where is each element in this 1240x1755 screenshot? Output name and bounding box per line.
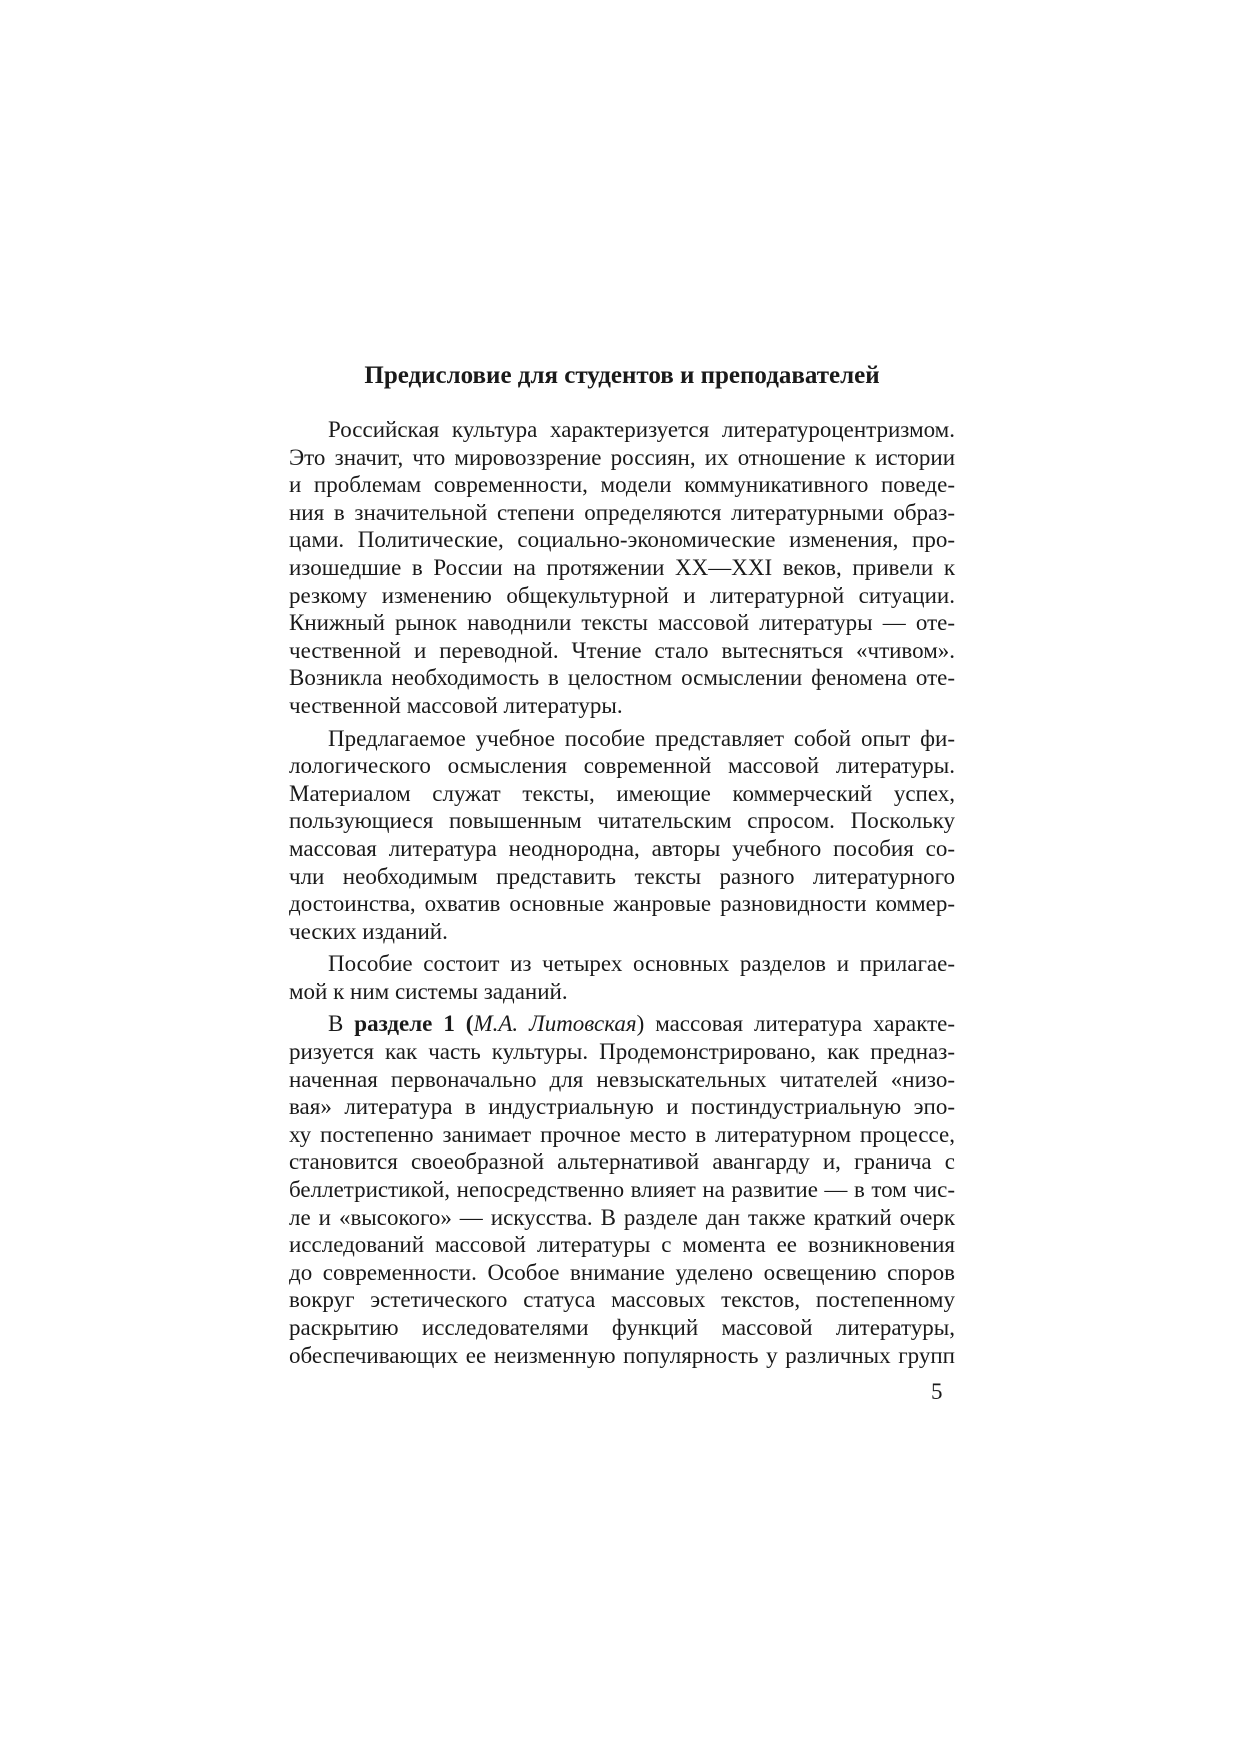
paragraph-4-line: ху постепенно занимает прочное место в литературном процессе, <box>289 1121 955 1147</box>
paragraph-2-line: достоинства, охватив основные жанровые разновидности коммер- <box>289 891 955 917</box>
paragraph-2-line: лологического осмысления современной массовой литературы. <box>289 753 955 779</box>
paragraph-1-line: ния в значительной степени определяются литературными образ- <box>289 499 955 525</box>
paragraph-1-line: чественной массовой литературы. <box>289 692 623 718</box>
paragraph-2-line: ческих изданий. <box>289 918 448 944</box>
page-number: 5 <box>931 1379 943 1404</box>
paragraph-4-line: беллетристикой, непосредственно влияет на развитие — в том чис- <box>289 1177 955 1203</box>
page-title: Предисловие для студентов и преподавателей <box>364 362 880 389</box>
paragraph-4-first-line <box>289 1010 955 1038</box>
paragraph-1-line: резкому изменению общекультурной и литературной ситуации. <box>289 582 955 608</box>
paragraph-1-line: Книжный рынок наводнили тексты массовой литературы — оте- <box>289 610 955 636</box>
author-name: М.А. Литовская <box>473 1011 637 1037</box>
page-content <box>289 360 955 1369</box>
paragraph-4-line: становится своеобразной альтернативой авангарду и, гранича с <box>289 1149 955 1175</box>
paragraph-4-line: ризуется как часть культуры. Продемонстрировано, как предназ- <box>289 1039 955 1065</box>
paragraph-2-line: Предлагаемое учебное пособие представляет собой опыт фи- <box>328 725 955 751</box>
section-description: ) массовая литература характе- <box>636 1011 955 1037</box>
paragraph-4-line: вая» литература в индустриальную и постиндустриальную эпо- <box>289 1094 955 1120</box>
paragraph-4-line: вокруг эстетического статуса массовых текстов, постепенному <box>289 1287 955 1313</box>
section-label: разделе 1 <box>354 1011 455 1037</box>
paragraph-4-line: раскрытию исследователями функций массовой литературы, <box>289 1315 955 1340</box>
paragraph-1-line: цами. Политические, социально-экономические изменения, про- <box>289 527 955 553</box>
paragraph-1-line: и проблемам современности, модели коммуникативного поведе- <box>289 472 955 498</box>
paragraph-4-line: до современности. Особое внимание уделено освещению споров <box>289 1259 955 1285</box>
paragraph-1-line: Это значит, что мировоззрение россиян, их отношение к истории <box>289 444 955 470</box>
paragraph-1-line: чественной и переводной. Чтение стало вытесняться «чтивом». <box>289 637 955 663</box>
body-text <box>289 416 955 1369</box>
paragraph-1-line: изошедшие в России на протяжении XX—XXI веков, привели к <box>289 554 955 580</box>
paragraph-4-line: исследований массовой литературы с момента ее возникновения <box>289 1232 955 1258</box>
paragraph-2-line: чли необходимым представить тексты разного литературного <box>289 863 955 889</box>
paragraph-4-line: ле и «высокого» — искусства. В разделе дан также краткий очерк <box>289 1204 955 1230</box>
section-intro: В <box>328 1011 355 1037</box>
paragraph-3-line: мой к ним системы заданий. <box>289 978 568 1004</box>
paragraph-1-line: Возникла необходимость в целостном осмыслении феномена оте- <box>289 665 955 691</box>
open-paren: ( <box>454 1011 474 1037</box>
paragraph-2-line: массовая литература неоднородна, авторы учебного пособия со- <box>289 835 955 861</box>
paragraph-3-line: Пособие состоит из четырех основных разделов и прилагае- <box>328 951 955 977</box>
paragraph-1-line: Российская культура характеризуется литературоцентризмом. <box>328 417 955 442</box>
paragraph-4-line: обеспечивающих ее неизменную популярность у различных групп <box>289 1342 955 1368</box>
paragraph-2-line: Материалом служат тексты, имеющие коммерческий успех, <box>289 780 955 806</box>
paragraph-2-line: пользующиеся повышенным читательским спросом. Поскольку <box>289 808 955 834</box>
paragraph-4-line: наченная первоначально для невзыскательных читателей «низо- <box>289 1066 955 1092</box>
